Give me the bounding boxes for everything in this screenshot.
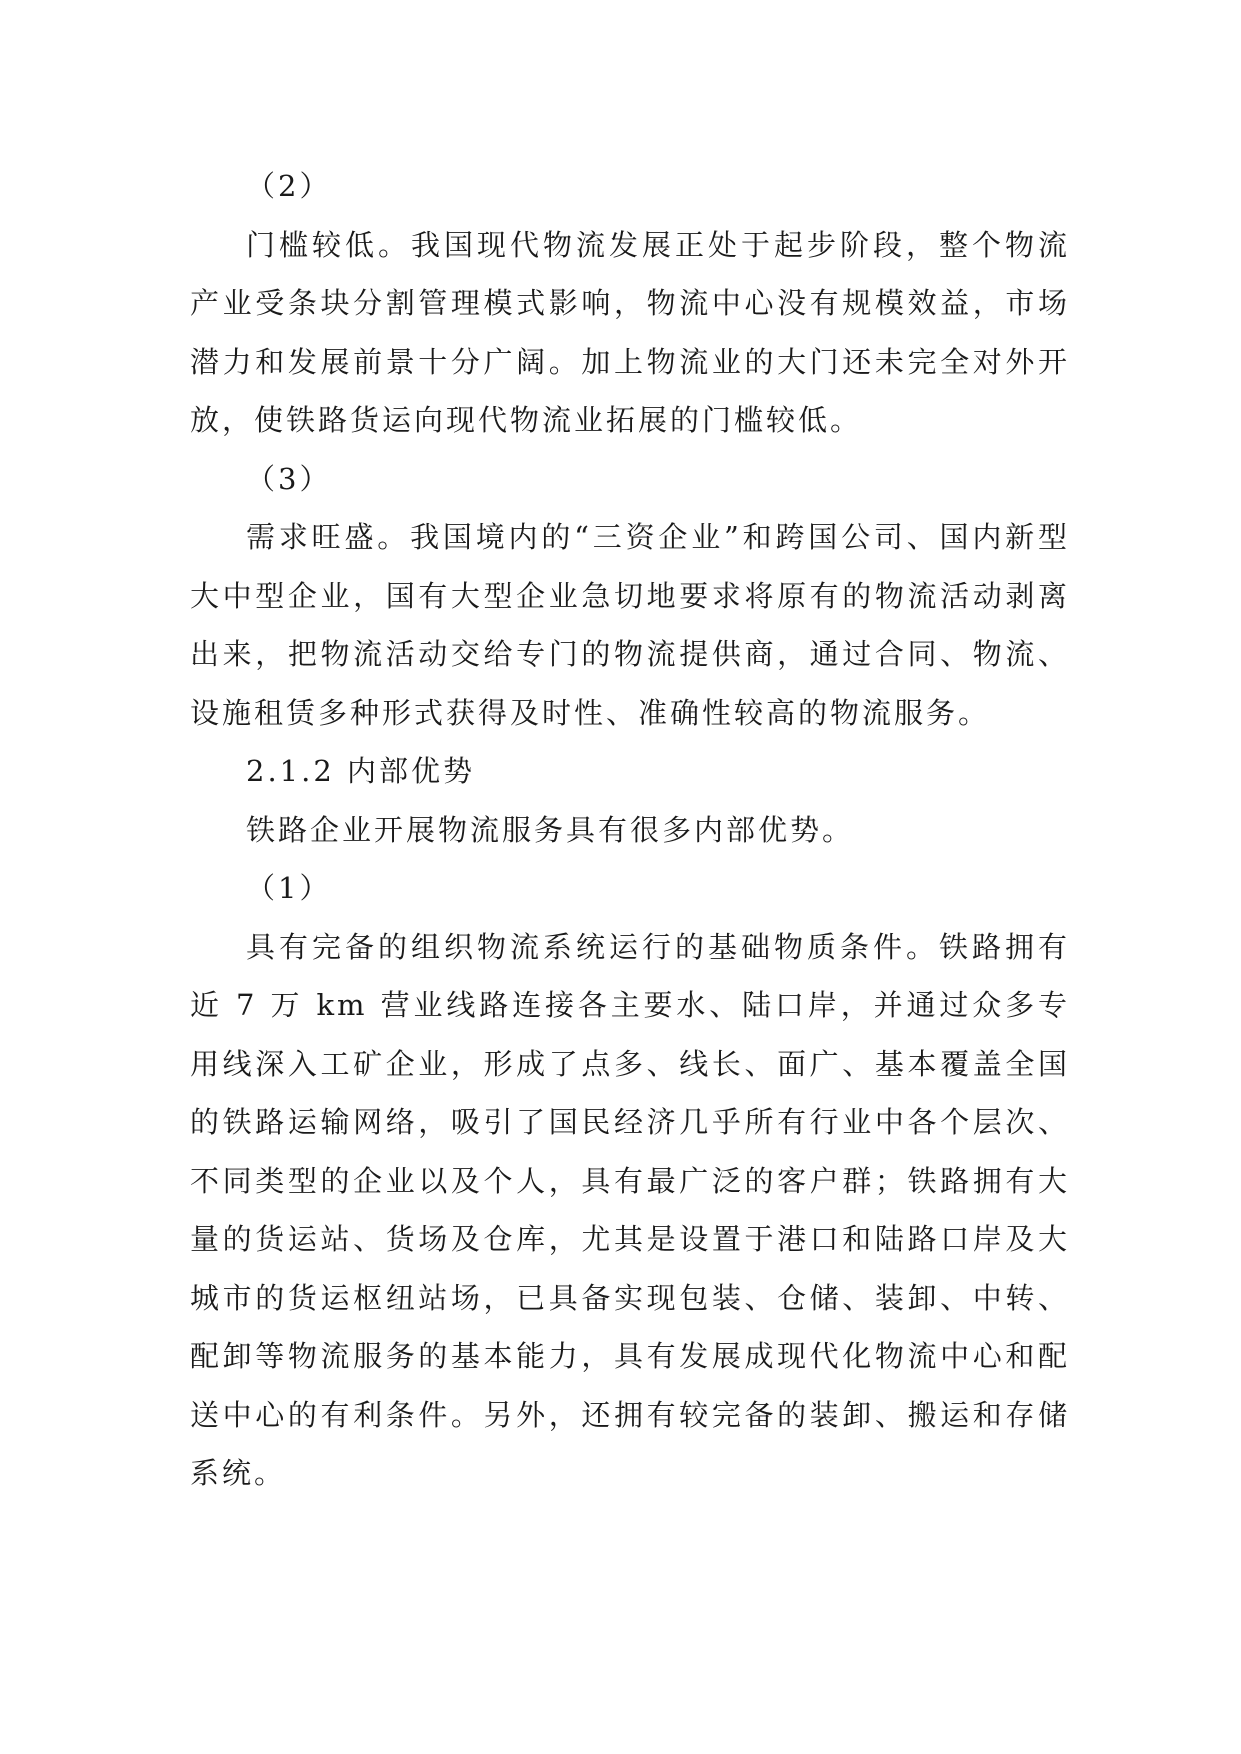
section-heading-internal-advantages: 2.1.2 内部优势 [246, 754, 476, 788]
list-marker-2: （2） [246, 169, 332, 203]
document-body [190, 157, 1070, 1503]
paragraph-strong-demand: 需求旺盛。我国境内的“三资企业”和跨国公司、国内新型大中型企业，国有大型企业急切地要求将原有的物流活动剥离出来，把物流活动交给专门的物流提供商，通过合同、物流、设施租赁多种形式获得及时性、准确性较高的物流服务。 [190, 520, 1070, 730]
list-marker-3: （3） [246, 461, 332, 496]
paragraph-internal-advantages-intro: 铁路企业开展物流服务具有很多内部优势。 [246, 812, 855, 847]
paragraph-infrastructure: 具有完备的组织物流系统运行的基础物质条件。铁路拥有近 7 万 km 营业线路连接各主要水、陆口岸，并通过众多专用线深入工矿企业，形成了点多、线长、面广、基本覆盖全国的铁路运输网络，吸引了国民经济几乎所有行业中各个层次、不同类型的企业以及个人，具有最广泛的客户群；铁路拥有大量的货运站、货场及仓库，尤其是设置于港口和陆路口岸及大城市的货运枢纽站场，已具备实现包装、仓储、装卸、中转、配卸等物流服务的基本能力，具有发展成现代化物流中心和配送中心的有利条件。另外，还拥有较完备的装卸、搬运和存储系统。 [190, 929, 1070, 1490]
paragraph-low-threshold: 门槛较低。我国现代物流发展正处于起步阶段，整个物流产业受条块分割管理模式影响，物流中心没有规模效益，市场潜力和发展前景十分广阔。加上物流业的大门还未完全对外开放，使铁路货运向现代物流业拓展的门槛较低。 [190, 227, 1070, 437]
list-marker-1: （1） [246, 871, 332, 905]
